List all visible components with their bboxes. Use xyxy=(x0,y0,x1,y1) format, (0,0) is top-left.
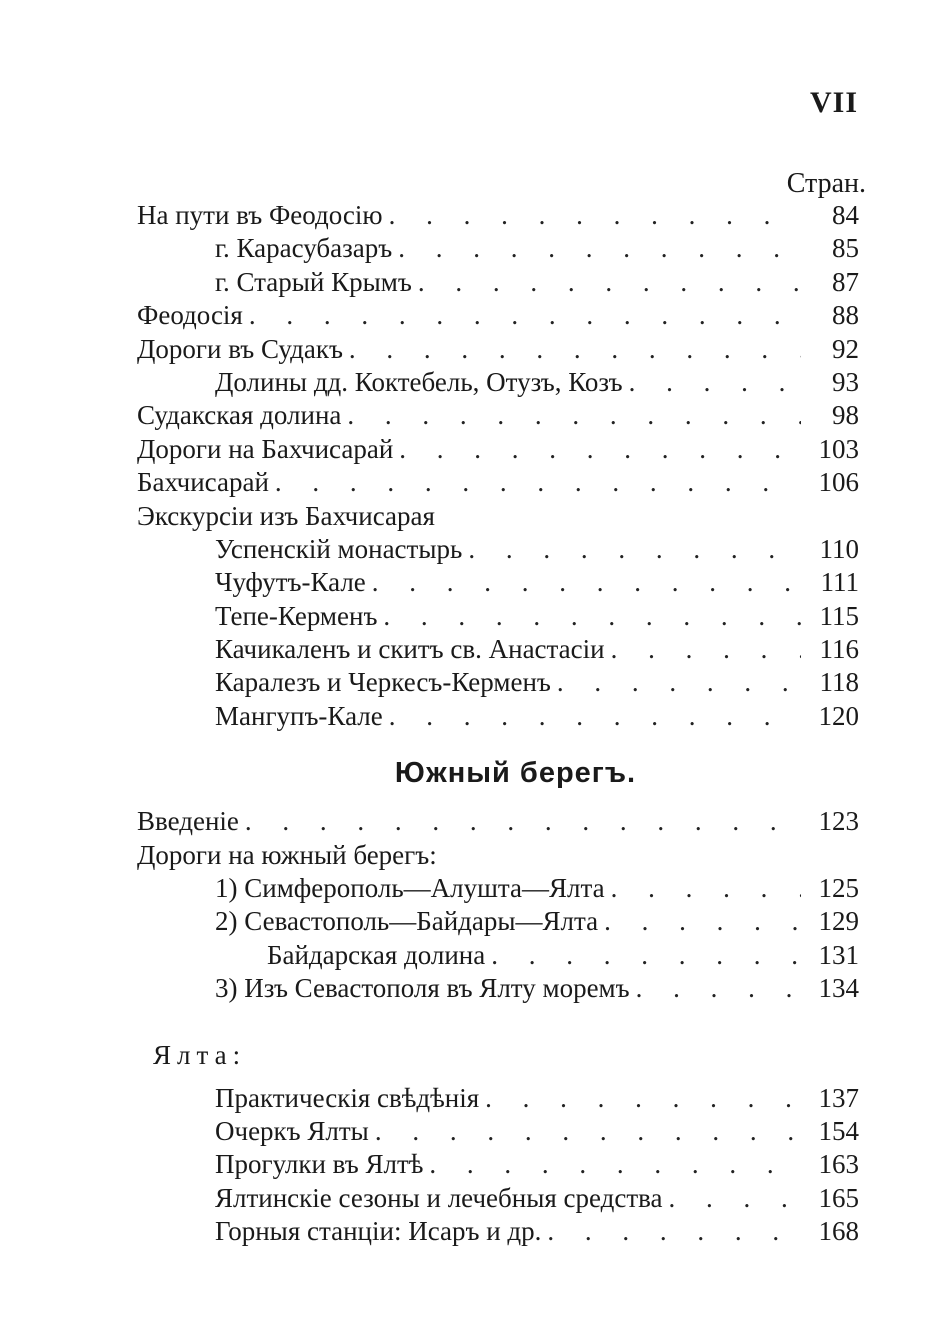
toc-part-3 xyxy=(137,1083,859,1250)
toc-entry-title: Качикаленъ и скитъ св. Анастасіи xyxy=(215,634,605,665)
toc-entry-title: Бахчисарай xyxy=(137,467,269,498)
toc-entry-page: 129 xyxy=(818,906,859,937)
dot-leader xyxy=(347,400,801,431)
toc-entry xyxy=(137,634,859,667)
toc-entry-title: Дороги въ Судакъ xyxy=(137,333,343,364)
toc-entry-title: Введеніе xyxy=(137,806,239,837)
toc-entry-title: 1) Симферополь—Алушта—Ялта xyxy=(215,873,605,904)
toc-entry-title: На пути въ Феодосію xyxy=(137,200,383,230)
dot-leader xyxy=(611,634,801,665)
toc-entry xyxy=(137,367,859,400)
toc-entry-title: Байдарская долина xyxy=(267,939,486,970)
toc-entry xyxy=(137,806,859,839)
toc-entry-title: Феодосія xyxy=(137,300,243,331)
toc-entry xyxy=(137,601,859,634)
dot-leader xyxy=(468,534,801,565)
toc-entry-title: Тепе-Керменъ xyxy=(215,600,378,631)
toc-entry-page: 93 xyxy=(832,366,859,397)
toc-entry-title: Мангупъ-Кале xyxy=(215,700,383,731)
toc-entry xyxy=(137,1216,859,1249)
dot-leader xyxy=(349,334,801,365)
toc-entry-page: 134 xyxy=(818,973,859,1004)
toc-entry xyxy=(137,567,859,600)
toc-entry-page: 106 xyxy=(818,467,859,498)
toc-entry-page: 168 xyxy=(818,1216,859,1247)
toc-entry-page: 137 xyxy=(818,1082,859,1113)
toc-entry-title: 2) Севастополь—Байдары—Ялта xyxy=(215,906,599,937)
pages-column-header: Стран. xyxy=(786,168,866,199)
toc-entry-page: 154 xyxy=(818,1115,859,1146)
toc-entry-page: 131 xyxy=(818,939,859,970)
toc-entry-page: 116 xyxy=(819,634,859,665)
dot-leader xyxy=(245,806,801,837)
toc-entry-title: г. Карасубазаръ xyxy=(215,233,393,264)
toc-entry-title: Долины дд. Коктебель, Отузъ, Козъ xyxy=(215,366,623,397)
dot-leader xyxy=(611,873,801,904)
dot-leader xyxy=(669,1183,801,1214)
dot-leader xyxy=(389,200,801,231)
toc-part-1 xyxy=(137,200,859,734)
table-of-contents xyxy=(137,200,859,1250)
toc-entry-page: 92 xyxy=(832,333,859,364)
toc-entry-title: Каралезъ и Черкесъ-Керменъ xyxy=(215,667,551,698)
toc-entry xyxy=(137,840,859,873)
dot-leader xyxy=(372,567,801,598)
toc-entry xyxy=(137,434,859,467)
toc-entry-title: Прогулки въ Ялтѣ xyxy=(215,1149,424,1180)
dot-leader xyxy=(418,267,801,298)
toc-entry-title: Дороги на южный берегъ: xyxy=(137,839,437,870)
toc-entry xyxy=(137,200,859,233)
toc-entry xyxy=(137,940,859,973)
toc-entry-page: 118 xyxy=(819,667,859,698)
toc-entry xyxy=(137,300,859,333)
toc-entry-title: 3) Изъ Севастополя въ Ялту моремъ xyxy=(215,973,630,1004)
toc-entry-title: Ялтинскіе сезоны и лечебныя средства xyxy=(215,1182,663,1213)
dot-leader xyxy=(429,1149,801,1180)
dot-leader xyxy=(636,973,801,1004)
toc-part-2 xyxy=(137,806,859,1006)
dot-leader xyxy=(389,701,801,732)
toc-entry-page: 98 xyxy=(832,400,859,431)
group-label: Ялта: xyxy=(153,1039,247,1070)
toc-entry-page: 120 xyxy=(818,700,859,731)
toc-entry-page: 110 xyxy=(819,533,859,564)
toc-entry-page: 165 xyxy=(818,1182,859,1213)
toc-entry-page: 84 xyxy=(832,200,859,230)
toc-entry xyxy=(137,334,859,367)
dot-leader xyxy=(491,940,801,971)
toc-entry xyxy=(137,233,859,266)
toc-entry xyxy=(137,534,859,567)
toc-entry-page: 123 xyxy=(818,806,859,837)
dot-leader xyxy=(249,300,801,331)
dot-leader xyxy=(485,1083,801,1114)
toc-entry-title: г. Старый Крымъ xyxy=(215,266,412,297)
toc-entry xyxy=(137,701,859,734)
toc-entry-title: Горныя станціи: Исаръ и др. xyxy=(215,1216,542,1247)
toc-entry xyxy=(137,467,859,500)
dot-leader xyxy=(547,1216,801,1247)
toc-entry-page: 125 xyxy=(818,873,859,904)
toc-entry-title: Чуфутъ-Кале xyxy=(215,567,366,598)
toc-entry xyxy=(137,400,859,433)
toc-entry-title: Практическія свѣдѣнія xyxy=(215,1082,480,1113)
toc-entry-page: 85 xyxy=(832,233,859,264)
toc-entry xyxy=(137,1149,859,1182)
toc-entry-page: 111 xyxy=(820,567,859,598)
toc-entry-page: 115 xyxy=(819,600,859,631)
toc-entry-title: Экскурсіи изъ Бахчисарая xyxy=(137,500,435,531)
toc-entry xyxy=(137,1083,859,1116)
toc-entry xyxy=(137,667,859,700)
dot-leader xyxy=(629,367,801,398)
toc-entry-title: Очеркъ Ялты xyxy=(215,1115,369,1146)
toc-entry-page: 163 xyxy=(818,1149,859,1180)
toc-entry-title: Успенскій монастырь xyxy=(215,533,463,564)
toc-entry xyxy=(137,973,859,1006)
dot-leader xyxy=(557,667,801,698)
toc-entry xyxy=(137,267,859,300)
toc-entry-page: 103 xyxy=(818,433,859,464)
toc-entry xyxy=(137,906,859,939)
page-number: VII xyxy=(809,86,858,119)
dot-leader xyxy=(604,906,801,937)
section-heading: Южный берегъ. xyxy=(394,757,637,790)
toc-entry xyxy=(137,873,859,906)
toc-entry xyxy=(137,1116,859,1149)
dot-leader xyxy=(375,1116,801,1147)
toc-entry-page: 88 xyxy=(832,300,859,331)
toc-entry-title: Судакская долина xyxy=(137,400,342,431)
dot-leader xyxy=(383,601,801,632)
toc-entry xyxy=(137,501,859,534)
dot-leader xyxy=(399,434,801,465)
toc-entry-title: Дороги на Бахчисарай xyxy=(137,433,394,464)
dot-leader xyxy=(398,233,801,264)
dot-leader xyxy=(275,467,801,498)
toc-entry-page: 87 xyxy=(832,266,859,297)
toc-entry xyxy=(137,1183,859,1216)
